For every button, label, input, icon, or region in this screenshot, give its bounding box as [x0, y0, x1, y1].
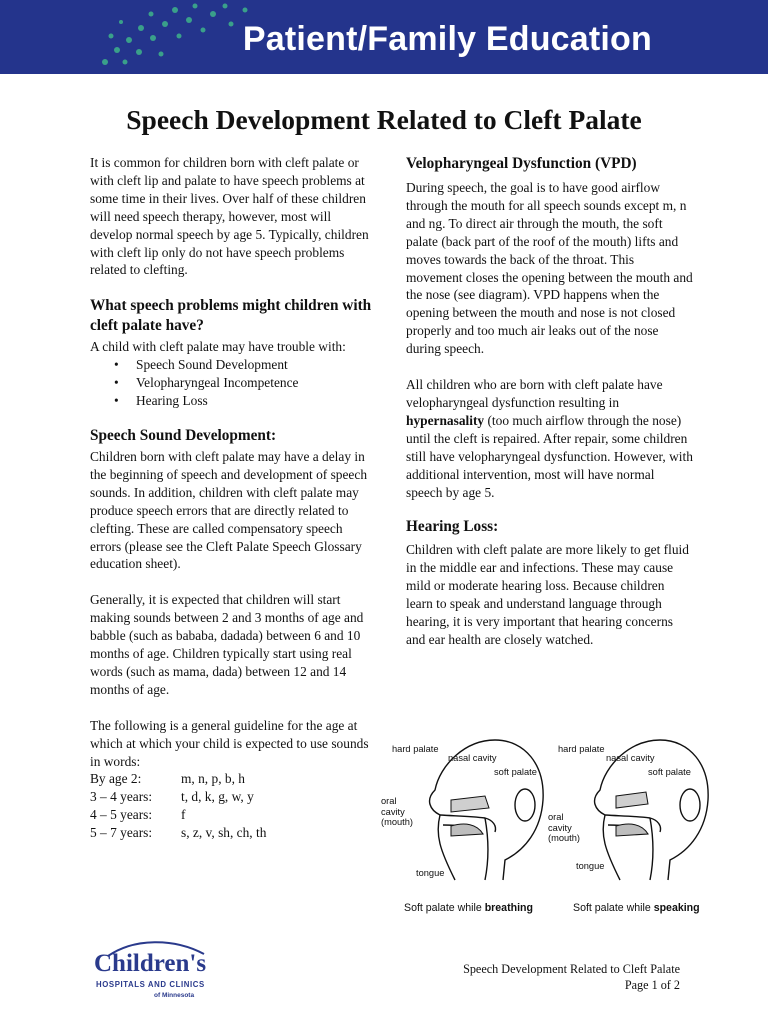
vpd-paragraph-1: During speech, the goal is to have good airflow through the mouth for all speech sounds except m, n and ng. To direct air through the mouth, the soft palate (back part of the roof of the mouth) lifts and moves towards the back of the throat. This movement closes the opening between the mouth and the nose (see diagram). VPD happens when the opening between the mouth and nose is not closed properly and too much air leaks out of the nose during speech.	[406, 180, 693, 357]
vpd-heading: Velopharyngeal Dysfunction (VPD)	[406, 155, 637, 172]
label-hard-palate: hard palate	[558, 744, 605, 754]
label-tongue: tongue	[416, 868, 445, 878]
age-row: By age 2: m, n, p, b, h	[90, 771, 245, 787]
list-item: • Hearing Loss	[90, 392, 375, 410]
logo-name: Children's	[94, 950, 207, 977]
childrens-logo	[94, 938, 224, 1008]
vpd-paragraph-2: All children who are born with cleft palate have velopharyngeal dysfunction resulting in hypernasality (too much airflow through the nose) until the cleft is repaired. After repair, some children still have velopharyngeal dysfunction. However, with additional intervention, most will have normal speech by age 5.	[406, 377, 693, 500]
page-number: Page 1 of 2	[624, 977, 680, 992]
label-hard-palate: hard palate	[392, 744, 439, 754]
footer-title: Speech Development Related to Cleft Palate	[463, 962, 680, 976]
label-oral-cavity: oral cavity (mouth)	[548, 812, 581, 844]
label-oral-cavity: oral cavity (mouth)	[381, 796, 414, 828]
age-table	[90, 770, 375, 842]
label-tongue: tongue	[576, 861, 605, 871]
logo-line2: HOSPITALS AND CLINICS	[96, 980, 205, 989]
page-title: Speech Development Related to Cleft Palate	[126, 104, 642, 135]
hearing-loss-paragraph: Children with cleft palate are more likely to get fluid in the middle ear and infections. These may cause mild or moderate hearing loss. Because children learn to speak and understand language through hearing, it is very important that hearing concerns and ear health are closely watched.	[406, 542, 689, 647]
intro-paragraph: It is common for children born with cleft palate or with cleft lip and palate to have speech problems at some time in their lives. Over half of these children will need speech therapy, however, most will develop normal speech by age 5. Typically, children with cleft lip only do not have speech problems related to clefting.	[90, 155, 369, 278]
age-row: 3 – 4 years: t, d, k, g, w, y	[90, 789, 254, 805]
logo-line3: of Minnesota	[154, 992, 195, 999]
page-footer	[463, 962, 680, 993]
ssd-paragraph-2: Generally, it is expected that children will start making sounds between 2 and 3 months of age and babble (such as bababa, dadada) between 6 and 10 months of age. Children typically start using real words (such as mama, dada) between 12 and 14 months of age.	[90, 592, 364, 697]
list-item: • Speech Sound Development	[90, 356, 375, 374]
hypernasality-term: hypernasality	[406, 412, 485, 428]
list-item: • Velopharyngeal Incompetence	[90, 374, 375, 392]
header-banner	[0, 0, 768, 74]
age-row: 4 – 5 years: f	[90, 807, 186, 823]
caption-breathing: Soft palate while breathing	[404, 902, 533, 914]
age-row: 5 – 7 years: s, z, v, sh, ch, th	[90, 825, 267, 841]
ssd-paragraph-1: Children born with cleft palate may have a delay in the beginning of speech and development of speech sounds. In addition, children with cleft palate may produce speech errors that are directly related to clefting. These are called compensatory speech errors (please see the Cleft Palate Speech Glossary education sheet).	[90, 448, 368, 572]
banner-title: Patient/Family Education	[242, 20, 652, 58]
label-nasal-cavity: nasal cavity	[448, 753, 497, 763]
caption-speaking: Soft palate while speaking	[573, 902, 700, 914]
ssd-heading: Speech Sound Development:	[90, 426, 277, 444]
left-column	[90, 154, 375, 842]
speech-problems-list	[90, 356, 375, 410]
label-nasal-cavity: nasal cavity	[606, 753, 655, 763]
hearing-loss-heading: Hearing Loss:	[406, 518, 499, 536]
right-column	[406, 154, 693, 649]
speech-problems-heading: What speech problems might children with cleft palate have?	[90, 297, 372, 335]
speech-problems-intro: A child with cleft palate may have trouble with:	[90, 339, 346, 355]
ssd-paragraph-3: The following is a general guideline for the age at which at which your child is expected to use sounds in words:	[90, 717, 369, 769]
label-soft-palate: soft palate	[494, 767, 537, 777]
label-soft-palate: soft palate	[648, 767, 691, 777]
